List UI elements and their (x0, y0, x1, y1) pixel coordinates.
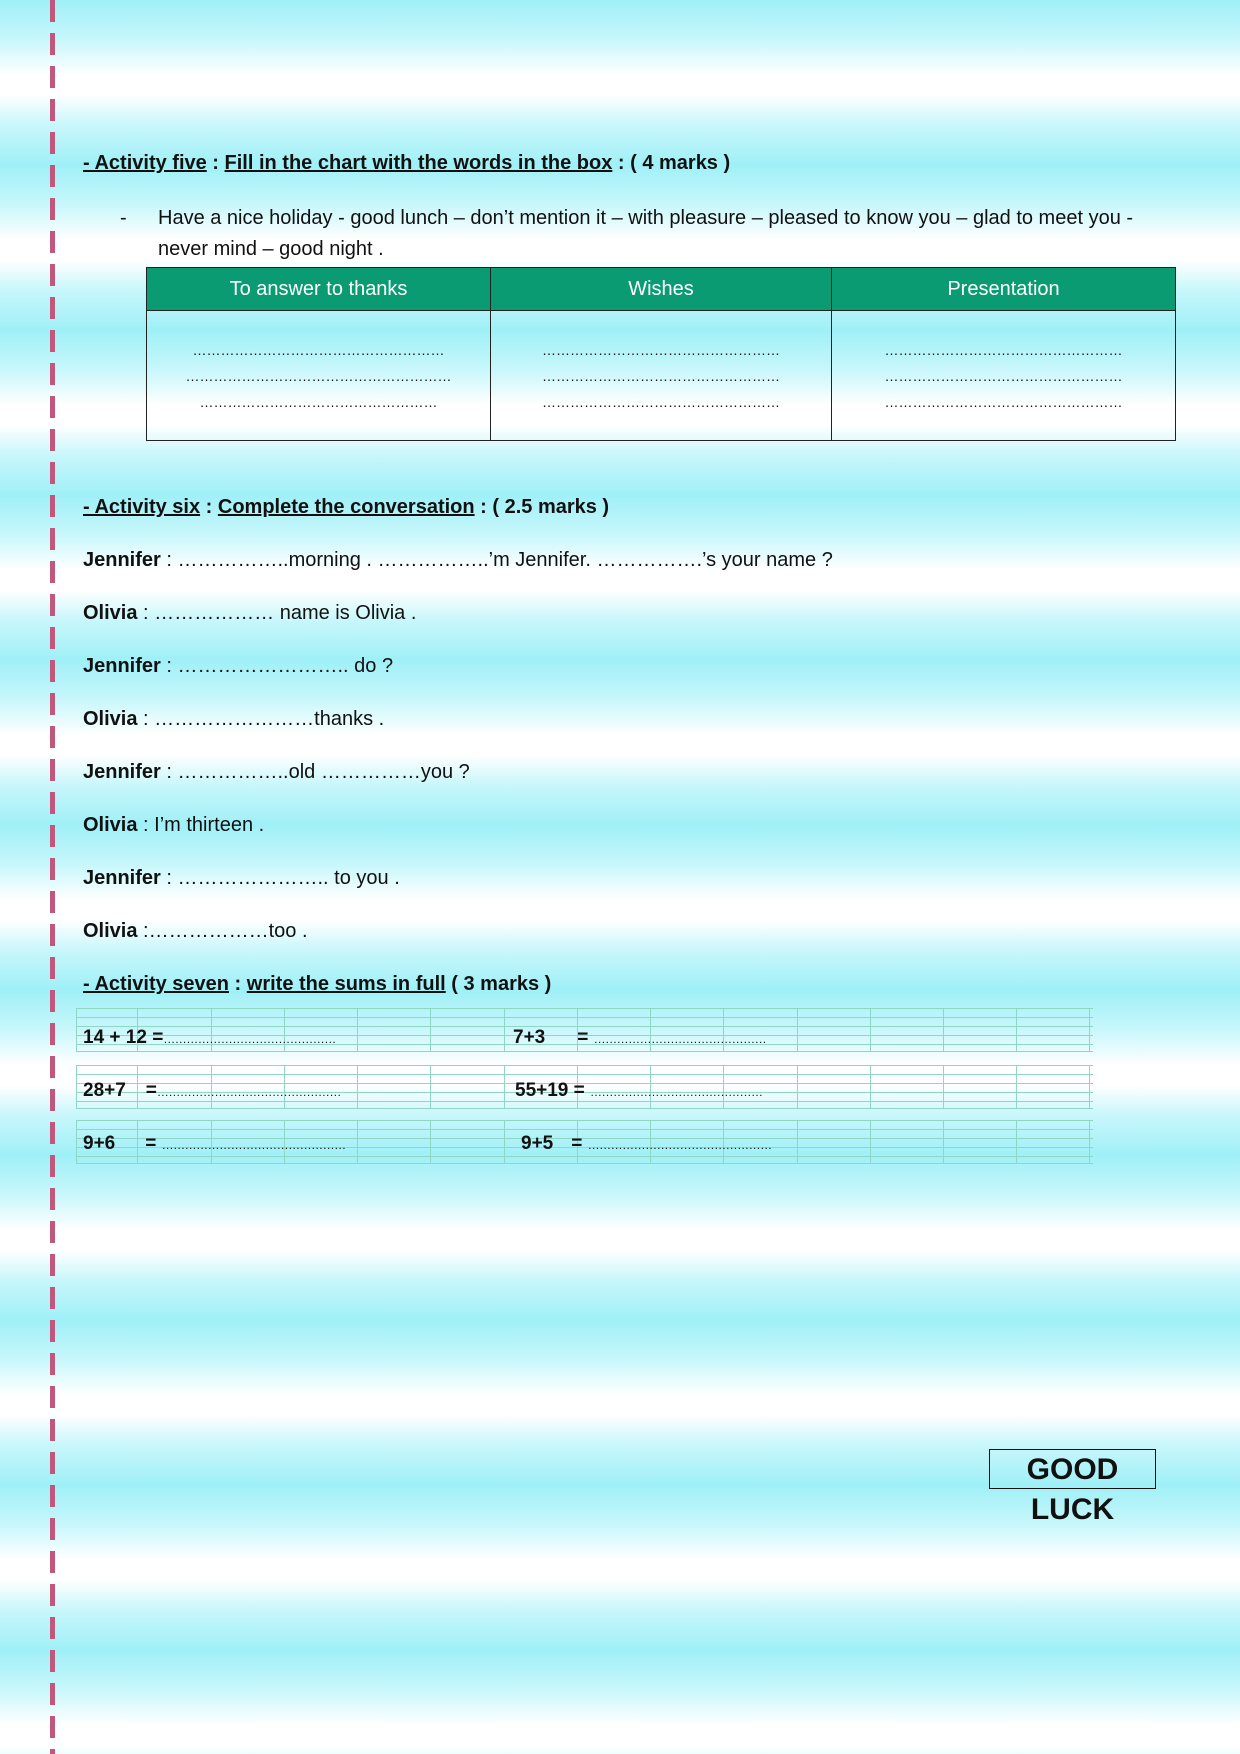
grid-line (357, 1008, 358, 1052)
activity-six-instruction: Complete the conversation (217, 496, 475, 518)
activity-seven-marks: ( 3 marks ) (445, 973, 552, 995)
sum-expression: 14 + 12 = (83, 1027, 164, 1048)
fill-in-chart (146, 267, 1176, 441)
speaker-name: Olivia (83, 602, 138, 624)
line-text: : ……………..old ……………you ? (160, 761, 470, 783)
grid-line (76, 1156, 1093, 1157)
grid-line (76, 1129, 1093, 1130)
blank-line: ………………………………………………… (185, 367, 452, 384)
grid-line (504, 1065, 505, 1109)
grid-line (870, 1120, 871, 1164)
sum-left-2 (83, 1080, 341, 1102)
chart-header-thanks: To answer to thanks (147, 268, 491, 311)
grid-line (504, 1120, 505, 1164)
sum-left-3 (83, 1133, 346, 1155)
grid-line (430, 1008, 431, 1052)
sum-left-1 (83, 1027, 336, 1049)
grid-line (76, 1065, 1093, 1066)
sum-expression: 9+5 (521, 1133, 554, 1154)
activity-seven-instruction: write the sums in full (246, 973, 446, 995)
grid-line (430, 1065, 431, 1109)
line-text: : ……………..morning . ……………..’m Jennifer. …………….’s your name ? (160, 549, 833, 571)
grid-line (357, 1120, 358, 1164)
speaker-name: Olivia (83, 920, 138, 942)
grid-line (76, 1008, 1093, 1009)
blank-line: …………………………………………… (542, 367, 780, 384)
blank-line: …………………………………………… (884, 393, 1123, 410)
sum-answer-blank: ……………………………………… (590, 1085, 763, 1099)
activity-six-marks: : ( 2.5 marks ) (474, 496, 610, 518)
grid-line (943, 1065, 944, 1109)
blank-line: ……………………………………………… (192, 341, 445, 358)
grid-line (797, 1065, 798, 1109)
grid-line (1089, 1120, 1090, 1164)
grid-line (1016, 1008, 1017, 1052)
blank-line: …………………………………………… (542, 393, 780, 410)
grid-line (76, 1065, 77, 1109)
sum-answer-blank: ………………………………………… (587, 1138, 772, 1152)
sum-answer-blank: ………………………………………… (156, 1085, 341, 1099)
sum-answer-blank: ……………………………………… (593, 1032, 767, 1046)
good-luck-box: GOOD LUCK (989, 1449, 1156, 1489)
sum-expression: 9+6 (83, 1133, 116, 1154)
line-text: :………………too . (137, 920, 308, 942)
grid-line (76, 1008, 77, 1052)
conversation-line (83, 549, 833, 572)
grid-line (943, 1008, 944, 1052)
activity-six-title: - Activity six (83, 496, 201, 518)
activity-five-title: - Activity five (83, 152, 207, 174)
sum-expression: 55+19 = (515, 1080, 585, 1101)
grid-line (1016, 1065, 1017, 1109)
grid-line (943, 1120, 944, 1164)
conversation-line (83, 602, 416, 625)
line-text: : ……………………thanks . (137, 708, 385, 730)
speaker-name: Olivia (83, 814, 138, 836)
word-box-text: Have a nice holiday - good lunch – don’t mention it – with pleasure – pleased to know you – glad to meet you - never mind – good night . (158, 207, 1134, 260)
conversation-line (83, 867, 400, 890)
sum-expression: 28+7 (83, 1080, 126, 1101)
grid-line (76, 1163, 1093, 1164)
activity-five-heading (83, 152, 730, 175)
chart-cell-wishes[interactable] (491, 311, 832, 441)
conversation-line (83, 814, 264, 837)
grid-line (797, 1008, 798, 1052)
speaker-name: Jennifer (83, 549, 161, 571)
activity-seven-heading (83, 973, 551, 996)
sum-equals: = (577, 1027, 589, 1048)
grid-line (76, 1108, 1093, 1109)
activity-six-sep: : (200, 496, 218, 518)
grid-line (1089, 1065, 1090, 1109)
speaker-name: Jennifer (83, 867, 161, 889)
activity-six-heading (83, 496, 609, 519)
grid-line (1016, 1120, 1017, 1164)
grid-line (76, 1120, 1093, 1121)
activity-five-sep: : (206, 152, 225, 174)
sum-answer-blank: ……………………………………… (163, 1032, 336, 1046)
line-text: : ………………….. to you . (160, 867, 400, 889)
conversation-line (83, 761, 470, 784)
line-text: : ……………… name is Olivia . (137, 602, 417, 624)
line-text: : …………………….. do ? (160, 655, 394, 677)
word-box-bullet: - (120, 207, 127, 229)
grid-line (797, 1120, 798, 1164)
sum-answer-blank: ………………………………………… (161, 1138, 346, 1152)
speaker-name: Jennifer (83, 761, 161, 783)
grid-line (430, 1120, 431, 1164)
blank-line: …………………………………………… (884, 341, 1123, 358)
grid-line (76, 1120, 77, 1164)
blank-line: …………………………………………… (884, 367, 1123, 384)
blank-line: …………………………………………… (199, 393, 438, 410)
grid-line (870, 1065, 871, 1109)
chart-cell-presentation[interactable] (832, 311, 1176, 441)
grid-line (76, 1051, 1093, 1052)
sum-equals: = (145, 1133, 157, 1154)
grid-line (76, 1074, 1093, 1075)
grid-line (76, 1017, 1093, 1018)
activity-five-marks: : ( 4 marks ) (612, 152, 731, 174)
speaker-name: Olivia (83, 708, 138, 730)
grid-line (1089, 1008, 1090, 1052)
line-text: : I’m thirteen . (137, 814, 265, 836)
activity-five-instruction: Fill in the chart with the words in the box (224, 152, 613, 174)
conversation-line (83, 920, 308, 943)
grid-line (504, 1008, 505, 1052)
sum-equals: = (571, 1133, 583, 1154)
sum-equals: = (145, 1080, 157, 1101)
sum-right-3 (521, 1133, 772, 1155)
conversation-line (83, 708, 384, 731)
page-margin-line (50, 0, 55, 1754)
blank-line: …………………………………………… (542, 341, 780, 358)
grid-line (870, 1008, 871, 1052)
grid-line (357, 1065, 358, 1109)
chart-cell-thanks[interactable] (147, 311, 491, 441)
activity-seven-sep: : (229, 973, 247, 995)
sum-right-1 (513, 1027, 766, 1049)
chart-header-wishes: Wishes (491, 268, 832, 311)
sum-expression: 7+3 (513, 1027, 546, 1048)
sum-right-2 (515, 1080, 763, 1102)
chart-header-presentation: Presentation (832, 268, 1176, 311)
speaker-name: Jennifer (83, 655, 161, 677)
activity-seven-title: - Activity seven (83, 973, 229, 995)
conversation-line (83, 655, 393, 678)
